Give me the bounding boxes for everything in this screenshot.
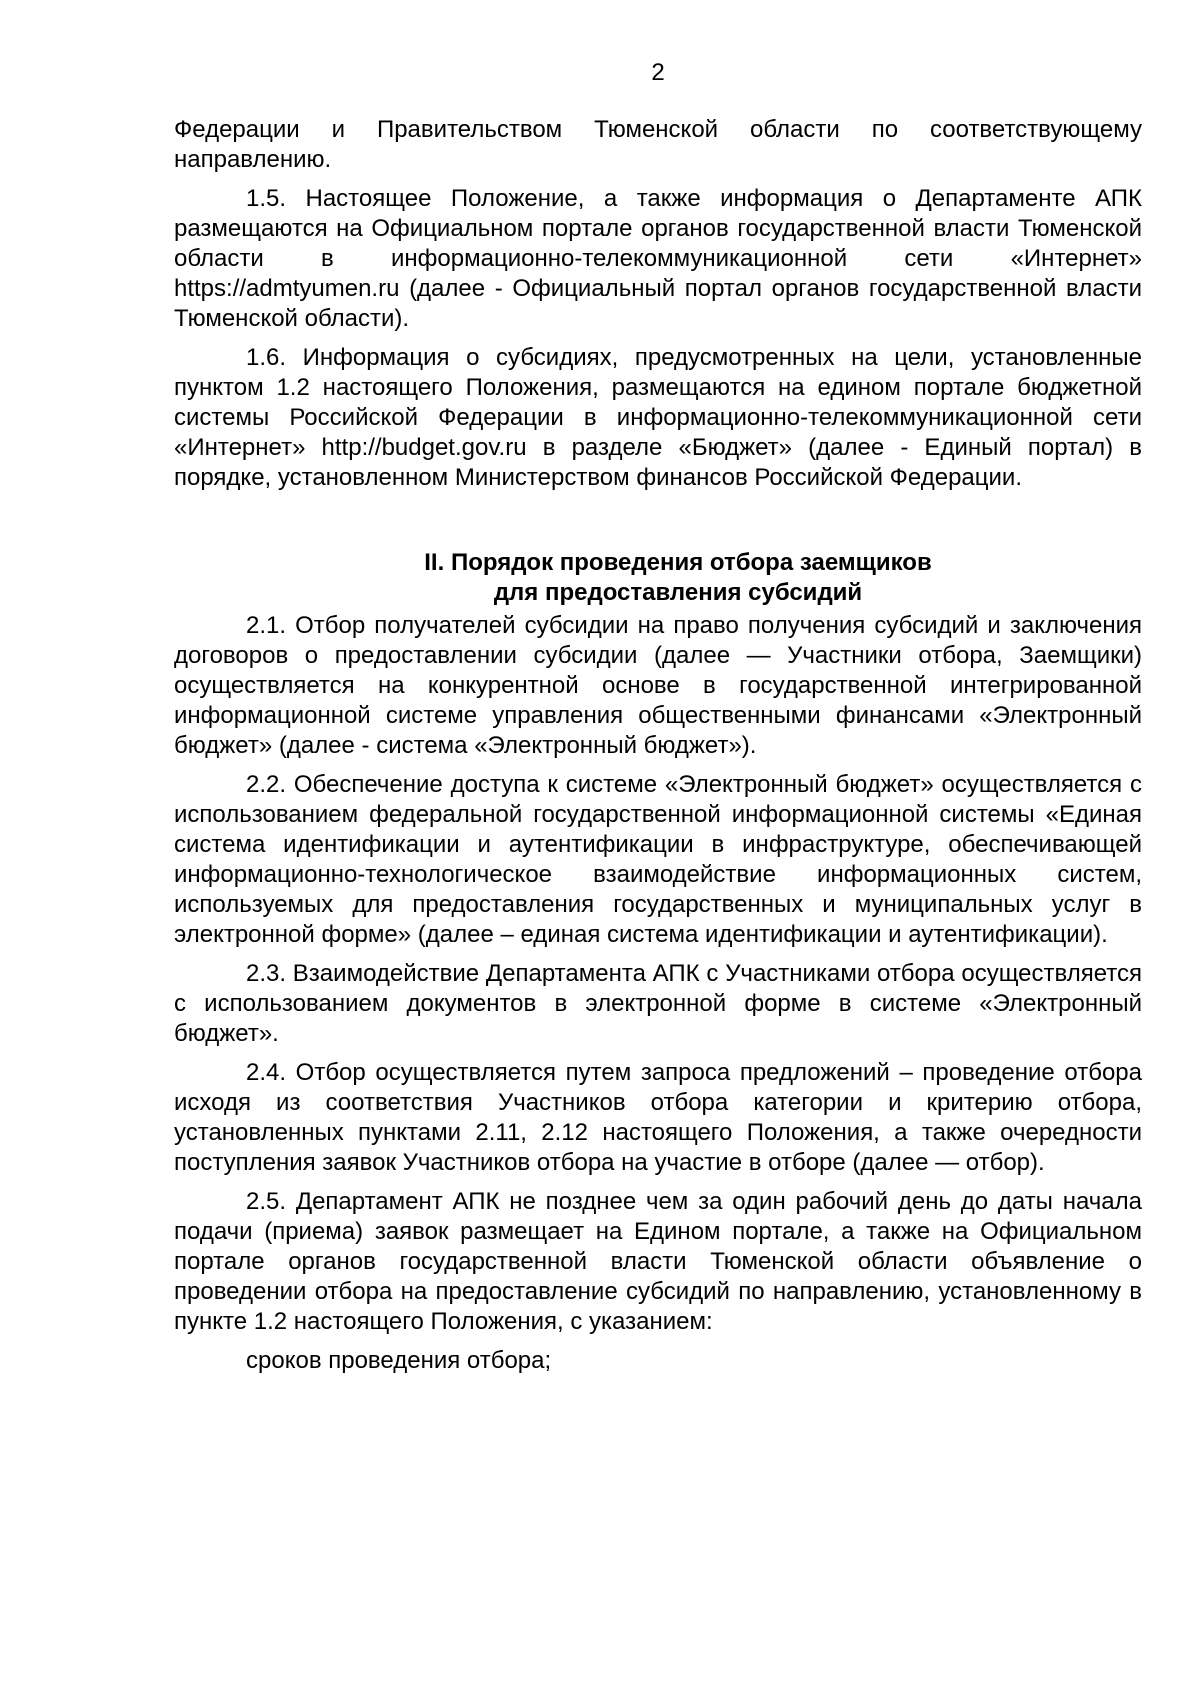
page-number: 2: [651, 59, 665, 86]
paragraph-2-3: 2.3. Взаимодействие Департамента АПК с Участниками отбора осуществляется с использованием документов в электронной форме в системе «Электронный бюджет».: [174, 960, 1142, 1047]
section-heading-line-2: для предоставления субсидий: [493, 579, 863, 606]
paragraph-2-5: 2.5. Департамент АПК не позднее чем за один рабочий день до даты начала подачи (приема) заявок размещает на Едином портале, а также на Официальном портале органов государственной власти Тюменской области объявление о проведении отбора на предоставление субсидий по направлению, установленному в пункте 1.2 настоящего Положения, с указанием:: [174, 1188, 1142, 1335]
document-body: [174, 115, 1142, 1376]
paragraph-1-6: 1.6. Информация о субсидиях, предусмотренных на цели, установленные пунктом 1.2 настоящего Положения, размещаются на едином портале бюджетной системы Российской Федерации в информационно-телекоммуникационной сети «Интернет» http://budget.gov.ru в разделе «Бюджет» (далее - Единый портал) в порядке, установленном Министерством финансов Российской Федерации.: [174, 344, 1142, 491]
paragraph-1-5: 1.5. Настоящее Положение, а также информация о Департаменте АПК размещаются на Официальном портале органов государственной власти Тюменской области в информационно-телекоммуникационной сети «Интернет» https://admtyumen.ru (далее - Официальный портал органов государственной власти Тюменской области).: [174, 185, 1142, 332]
paragraph-2-4: 2.4. Отбор осуществляется путем запроса предложений – проведение отбора исходя из соответствия Участников отбора категории и критерию отбора, установленных пунктами 2.11, 2.12 настоящего Положения, а также очередности поступления заявок Участников отбора на участие в отборе (далее — отбор).: [174, 1059, 1142, 1176]
paragraph-continuation: Федерации и Правительством Тюменской области по соответствующему направлению.: [174, 116, 1142, 173]
section-heading: [174, 548, 1142, 608]
paragraph-2-2: 2.2. Обеспечение доступа к системе «Электронный бюджет» осуществляется с использованием федеральной государственной информационной системы «Единая система идентификации и аутентификации в инфраструктуре, обеспечивающей информационно-технологическое взаимодействие информационных систем, используемых для предоставления государственных и муниципальных услуг в электронной форме» (далее – единая система идентификации и аутентификации).: [174, 771, 1142, 948]
paragraph-2-1: 2.1. Отбор получателей субсидии на право получения субсидий и заключения договоров о предоставлении субсидии (далее — Участники отбора, Заемщики) осуществляется на конкурентной основе в государственной интегрированной информационной системе управления общественными финансами «Электронный бюджет» (далее - система «Электронный бюджет»).: [174, 612, 1142, 759]
section-heading-line-1: II. Порядок проведения отбора заемщиков: [424, 549, 932, 576]
list-item: сроков проведения отбора;: [246, 1347, 552, 1374]
